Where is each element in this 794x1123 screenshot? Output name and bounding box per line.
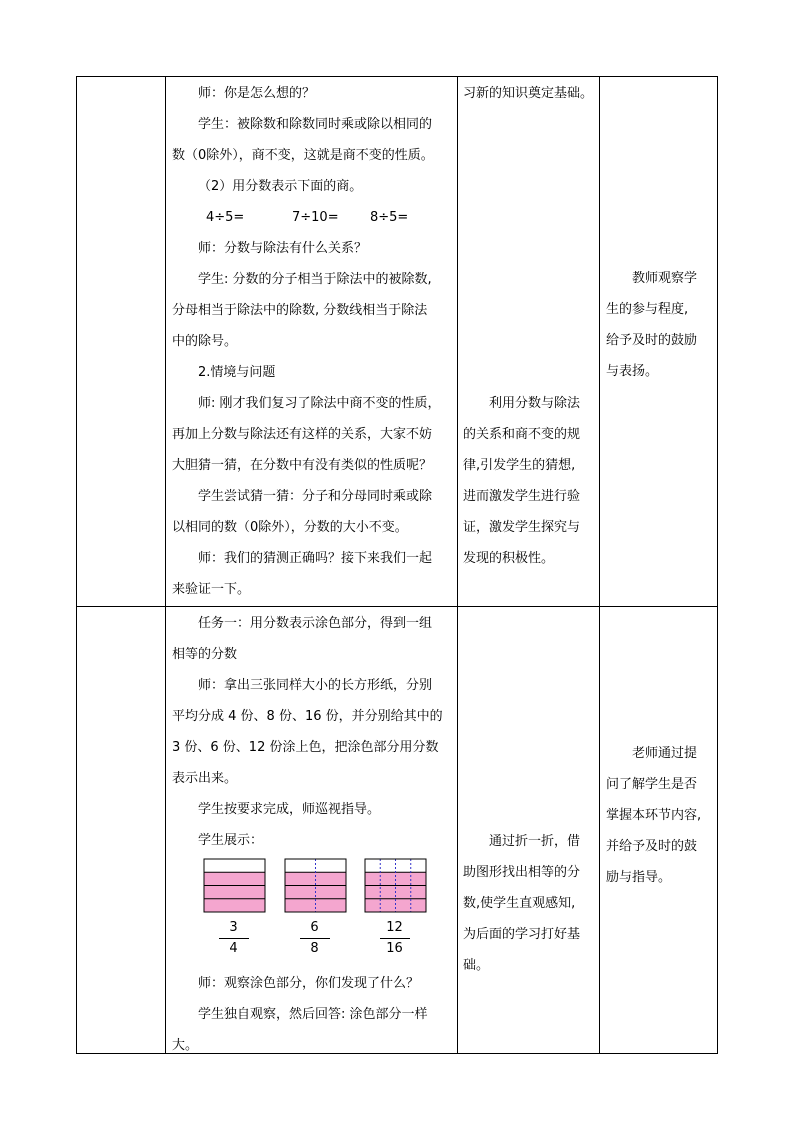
fraction-strip [364, 858, 427, 913]
process-line: 3 份、6 份、12 份涂上色，把涂色部分用分数 [172, 740, 439, 755]
process-line: 平均分成 4 份、8 份、16 份，并分别给其中的 [172, 709, 443, 724]
division-exercises [172, 202, 454, 233]
intent-line: 利用分数与除法 [489, 396, 581, 411]
process-line: 师：分数与除法有什么关系？ [198, 241, 368, 256]
process-line: 师: 刚才我们复习了除法中商不变的性质， [198, 396, 441, 411]
row1-intent-top [463, 78, 597, 109]
process-line: （2）用分数表示下面的商。 [198, 179, 363, 194]
assessment-line: 励与指导。 [606, 870, 672, 885]
intent-line: 数,使学生直观感知, [463, 896, 576, 911]
fraction-bar [300, 938, 330, 939]
process-line: 大。 [172, 1038, 199, 1053]
column-divider-3 [599, 76, 600, 1054]
process-line: 师：我们的猜测正确吗？接下来我们一起 [198, 551, 433, 566]
assessment-line: 掌握本环节内容, [606, 808, 702, 823]
intent-line: 进而激发学生进行验 [463, 489, 581, 504]
intent-line: 的关系和商不变的规 [463, 427, 581, 442]
table-top-border [76, 76, 718, 77]
numerator: 6 [310, 920, 319, 935]
row1-intent-cell [463, 388, 597, 574]
row1-process-cell [172, 78, 454, 605]
intent-line: 为后面的学习打好基 [463, 927, 581, 942]
process-line: 师：拿出三张同样大小的长方形纸，分别 [198, 678, 433, 693]
fraction-strip [284, 858, 347, 913]
process-line: 相等的分数 [172, 647, 238, 662]
process-line: 学生：被除数和除数同时乘或除以相同的 [198, 117, 433, 132]
intent-line: 助图形找出相等的分 [463, 865, 581, 880]
process-line: 以相同的数（0除外），分数的大小不变。 [172, 520, 408, 535]
assessment-line: 生的参与程度, [606, 302, 689, 317]
intent-line: 律,引发学生的猜想, [463, 458, 576, 473]
fraction-label [219, 920, 249, 957]
process-line: 任务一：用分数表示涂色部分，得到一组 [198, 616, 433, 631]
process-line: 师：观察涂色部分，你们发现了什么？ [198, 976, 420, 991]
fraction-label [380, 920, 410, 957]
table-right-border [717, 76, 718, 1054]
process-line: 来验证一下。 [172, 582, 251, 597]
process-line: 再加上分数与除法还有这样的关系，大家不妨 [172, 427, 433, 442]
intent-line: 发现的积极性。 [463, 551, 555, 566]
row1-assessment-cell [606, 263, 716, 387]
equation: 8÷5= [370, 210, 409, 225]
process-line: 学生独自观察，然后回答: 涂色部分一样 [198, 1007, 428, 1022]
table-left-border [76, 76, 77, 1054]
intent-line: 通过折一折，借 [489, 834, 581, 849]
process-line: 表示出来。 [172, 771, 238, 786]
fraction-figures [172, 856, 454, 968]
equation: 7÷10= [292, 210, 339, 225]
process-line: 学生: 分数的分子相当于除法中的被除数, [198, 272, 432, 287]
row2-intent-cell [463, 826, 597, 981]
row2-process-cell [172, 608, 454, 1061]
fraction-bar [219, 938, 249, 939]
fraction-bar [380, 938, 410, 939]
row-divider [76, 606, 718, 607]
denominator: 16 [386, 941, 403, 956]
process-line: 师：你是怎么想的？ [198, 86, 316, 101]
fraction-strip [203, 858, 266, 913]
column-divider-1 [165, 76, 166, 1054]
denominator: 8 [310, 941, 319, 956]
section-heading: 2.情境与问题 [198, 365, 276, 380]
process-line: 学生展示： [198, 833, 264, 848]
numerator: 12 [386, 920, 403, 935]
assessment-line: 与表扬。 [606, 364, 659, 379]
process-line: 大胆猜一猜，在分数中有没有类似的性质呢？ [172, 458, 433, 473]
column-divider-2 [457, 76, 458, 1054]
shaded-region [204, 872, 265, 912]
row2-assessment-cell [606, 738, 716, 893]
intent-line: 习新的知识奠定基础。 [463, 86, 594, 101]
numerator: 3 [229, 920, 238, 935]
assessment-line: 并给予及时的鼓 [606, 839, 698, 854]
process-line: 学生按要求完成，师巡视指导。 [198, 802, 381, 817]
assessment-line: 问了解学生是否 [606, 777, 698, 792]
assessment-line: 老师通过提 [632, 746, 698, 761]
fraction-label [300, 920, 330, 957]
process-line: 学生尝试猜一猜：分子和分母同时乘或除 [198, 489, 433, 504]
intent-line: 证，激发学生探究与 [463, 520, 581, 535]
assessment-line: 给予及时的鼓励 [606, 333, 698, 348]
process-line: 数（0除外），商不变，这就是商不变的性质。 [172, 148, 434, 163]
assessment-line: 教师观察学 [632, 271, 698, 286]
process-line: 分母相当于除法中的除数, 分数线相当于除法 [172, 303, 428, 318]
intent-line: 础。 [463, 958, 490, 973]
process-line: 中的除号。 [172, 334, 238, 349]
denominator: 4 [229, 941, 238, 956]
equation: 4÷5= [206, 210, 245, 225]
